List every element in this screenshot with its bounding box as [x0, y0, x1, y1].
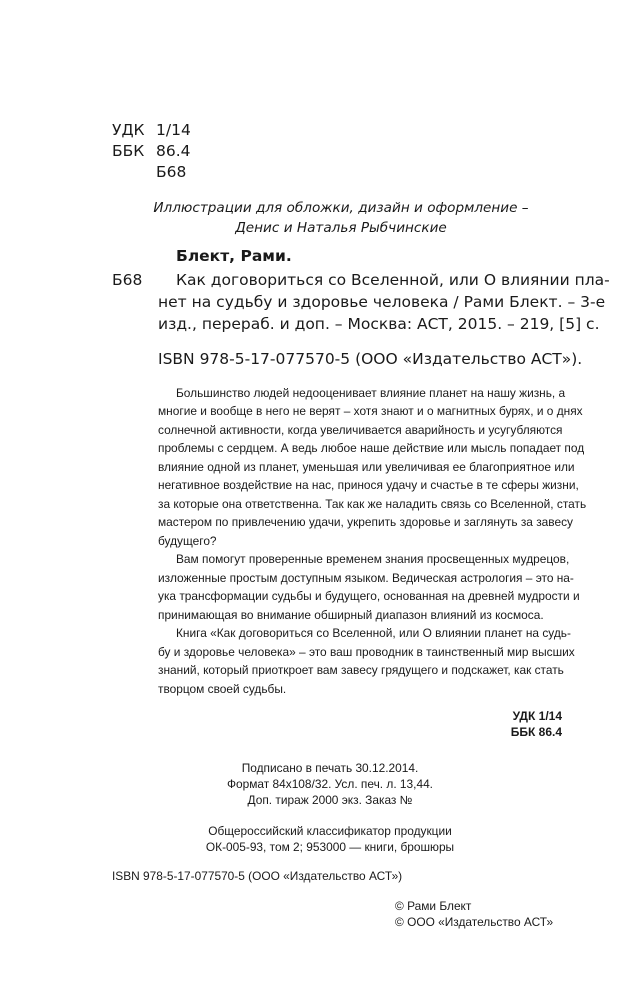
catalog-isbn: ISBN 978-5-17-077570-5 (ООО «Издательство АСТ»). — [158, 350, 583, 368]
annotation-line: бу и здоровье человека» – это ваш проводник в таинственный мир высших — [158, 645, 575, 659]
annotation-line: за которые она ответственна. Так как же наладить связь со Вселенной, стать — [158, 497, 587, 511]
catalog-line-3: изд., перераб. и доп. – Москва: АСТ, 2015. – 219, [5] с. — [158, 315, 600, 333]
classifier-line-2: ОК-005-93, том 2; 953000 — книги, брошюры — [205, 840, 455, 854]
classifier-line-1: Общероссийский классификатор продукции — [208, 824, 452, 838]
annotation-line: знаний, который приоткроет вам завесу грядущего и подскажет, как стать — [158, 663, 564, 677]
imprint-line-3: Доп. тираж 2000 экз. Заказ № — [247, 793, 413, 807]
annotation-line: ука трансформации судьбы и будущего, основанная на древней мудрости и — [158, 589, 580, 603]
isbn-bottom: ISBN 978-5-17-077570-5 (ООО «Издательство АСТ») — [112, 869, 403, 883]
annotation-line: Книга «Как договориться со Вселенной, или О влиянии планет на судь- — [176, 626, 571, 640]
annotation-line: будущего? — [158, 534, 217, 548]
author-mark: Б68 — [156, 163, 187, 181]
right-bbk-code: ББК 86.4 — [510, 725, 562, 739]
annotation-line: творцом своей судьбы. — [158, 682, 287, 696]
copyright-author: © Рами Блект — [395, 899, 472, 913]
udk-label: УДК — [112, 121, 145, 139]
annotation-line: мастером по привлечению удачи, укрепить здоровье и заглянуть за завесу — [158, 515, 573, 529]
annotation-line: многие и вообще в него не верят – хотя знают и о магнитных бурях, и о днях — [158, 404, 583, 418]
udk-value: 1/14 — [156, 121, 191, 139]
annotation-line: солнечной активности, когда увеличивается аварийность и усугубляются — [158, 423, 563, 437]
catalog-line-2: нет на судьбу и здоровье человека / Рами Блект. – 3-е — [158, 293, 606, 311]
imprint-line-1: Подписано в печать 30.12.2014. — [241, 761, 419, 775]
annotation-line: принимающая во внимание обширный диапазон влияний из космоса. — [158, 608, 544, 622]
catalog-mark: Б68 — [112, 271, 143, 289]
copyright-publisher: © ООО «Издательство АСТ» — [395, 915, 554, 929]
bbk-value: 86.4 — [156, 142, 191, 160]
catalog-line-1: Как договориться со Вселенной, или О влиянии пла- — [176, 271, 610, 289]
illustrations-line-1: Иллюстрации для обложки, дизайн и оформление – — [153, 200, 529, 216]
right-udk-code: УДК 1/14 — [512, 709, 562, 723]
annotation-line: Вам помогут проверенные временем знания просвещенных мудрецов, — [176, 552, 570, 566]
catalog-author: Блект, Рами. — [176, 247, 292, 265]
bbk-label: ББК — [112, 142, 145, 160]
annotation-line: проблемы с сердцем. А ведь любое наше действие или мысль попадает под — [158, 441, 585, 455]
illustrations-line-2: Денис и Наталья Рыбчинские — [235, 220, 447, 236]
annotation-line: изложенные простым доступным языком. Ведическая астрология – это на- — [158, 571, 574, 585]
imprint-line-2: Формат 84x108/32. Усл. печ. л. 13,44. — [226, 777, 433, 791]
annotation-line: влияние одной из планет, уменьшая или увеличивая ее благоприятное или — [158, 460, 575, 474]
annotation-line: Большинство людей недооценивает влияние планет на нашу жизнь, а — [176, 386, 566, 400]
annotation-line: негативное воздействие на нас, принося удачу и счастье в те сферы жизни, — [158, 478, 579, 492]
